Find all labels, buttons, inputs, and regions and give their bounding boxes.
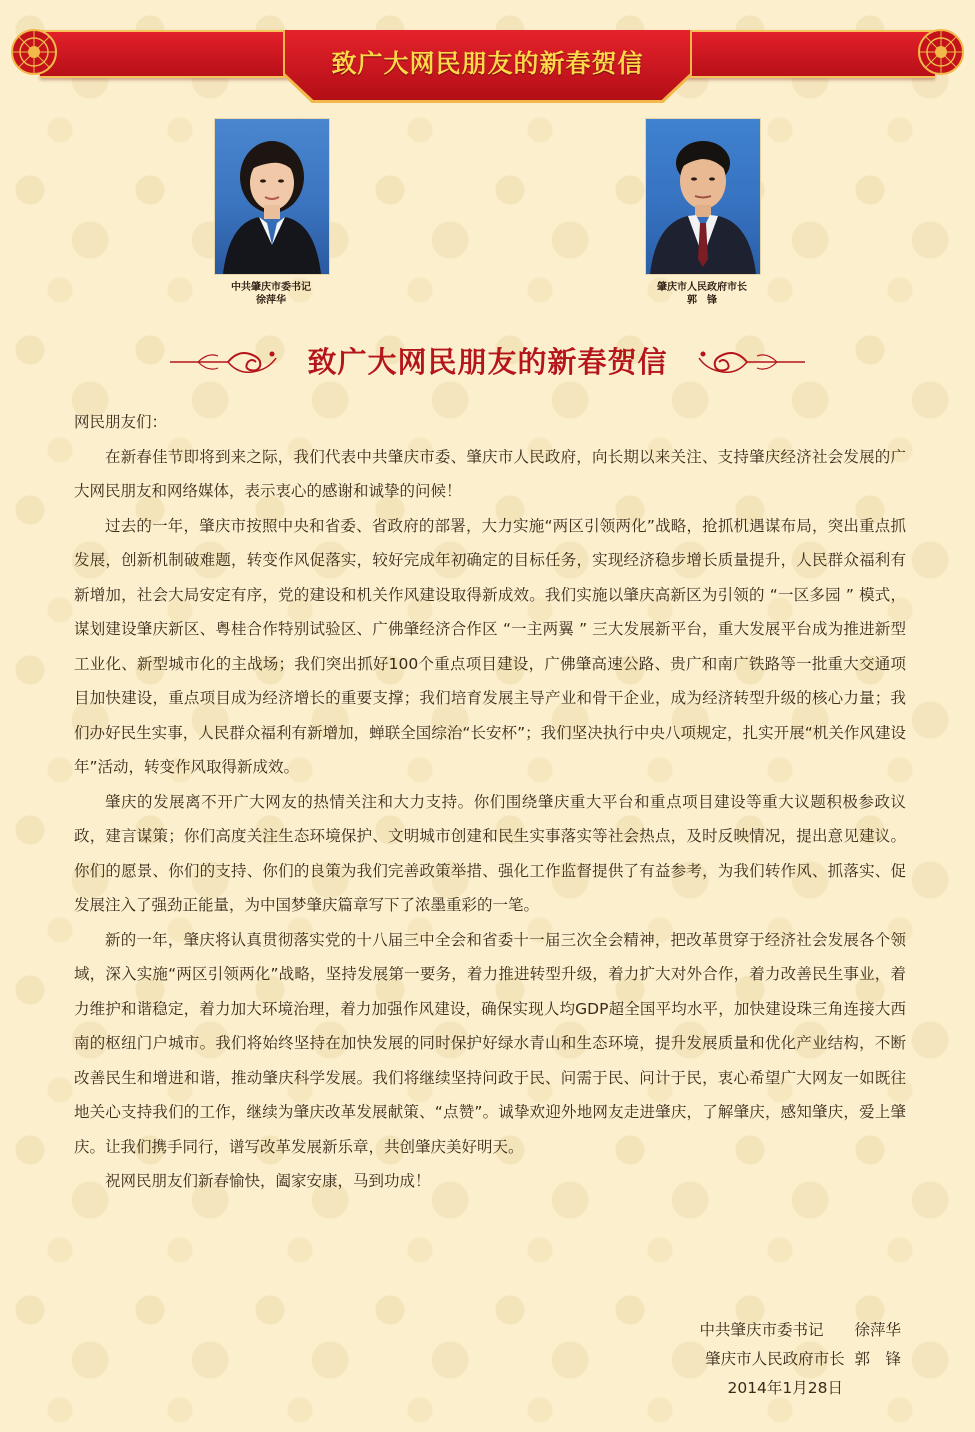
- letter-body: [74, 405, 906, 1199]
- signature-secretary: 中共肇庆市委书记 徐萍华: [699, 1321, 901, 1339]
- letter-paragraph: 肇庆的发展离不开广大网友的热情关注和大力支持。你们围绕肇庆重大平台和重点项目建设等重大议题积极参政议政，建言谋策；你们高度关注生态环境保护、文明城市创建和民生实事落实等社会热点，及时反映情况，提出意见建议。你们的愿景、你们的支持、你们的良策为我们完善政策举措、强化工作监督提供了有益参考，为我们转作风、抓落实、促发展注入了强劲正能量，为中国梦肇庆篇章写下了浓墨重彩的一笔。: [74, 792, 906, 914]
- letter-paragraph: 祝网民朋友们新春愉快，阖家安康，马到功成！: [105, 1172, 431, 1190]
- caption-left: [191, 281, 351, 307]
- banner-title: 致广大网民朋友的新春贺信: [331, 49, 644, 78]
- letter-heading: 致广大网民朋友的新春贺信: [307, 345, 668, 379]
- top-banner: [0, 22, 975, 102]
- portrait-photo-left: [214, 118, 330, 275]
- caption-right-title: 肇庆市人民政府市长: [657, 282, 747, 293]
- flower-ornament-icon: [8, 26, 60, 78]
- caption-left-name: 徐萍华: [256, 295, 286, 306]
- flower-ornament-icon: [915, 26, 967, 78]
- signature-date: 2014年1月28日: [727, 1379, 843, 1397]
- caption-left-title: 中共肇庆市委书记: [231, 282, 311, 293]
- letter-paragraph: 新的一年，肇庆将认真贯彻落实党的十八届三中全会和省委十一届三次全会精神，把改革贯穿于经济社会发展各个领域，深入实施“两区引领两化”战略，坚持发展第一要务，着力推进转型升级，着力扩大对外合作，着力改善民生事业，着力维护和谐稳定，着力加大环境治理，着力加强作风建设，确保实现人均GDP超全国平均水平，加快建设珠三角连接大西南的枢纽门户城市。我们将始终坚持在加快发展的同时保护好绿水青山和生态环境，提升发展质量和优化产业结构，不断改善民生和增进和谐，推动肇庆科学发展。我们将继续坚持问政于民、问需于民、问计于民，衷心希望广大网友一如既往地关心支持我们的工作，继续为肇庆改革发展献策、“点赞”。诚挚欢迎外地网友走进肇庆，了解肇庆，感知肇庆，爱上肇庆。让我们携手同行，谱写改革发展新乐章，共创肇庆美好明天。: [74, 930, 906, 1156]
- scroll-ornament-icon: [695, 344, 807, 378]
- portrait-photo-right: [645, 118, 761, 275]
- salutation: 网民朋友们：: [74, 413, 168, 431]
- caption-right-name: 郭 锋: [687, 295, 717, 306]
- signature-block: [699, 1316, 901, 1403]
- letter-paragraph: 在新春佳节即将到来之际，我们代表中共肇庆市委、肇庆市人民政府，向长期以来关注、支持肇庆经济社会发展的广大网民朋友和网络媒体，表示衷心的感谢和诚挚的问候！: [74, 447, 906, 500]
- letter-paragraph: 过去的一年，肇庆市按照中央和省委、省政府的部署，大力实施“两区引领两化”战略，抢抓机遇谋布局，突出重点抓发展，创新机制破难题，转变作风促落实，较好完成年初确定的目标任务，实现经济稳步增长质量提升，人民群众福利有新增加，社会大局安定有序，党的建设和机关作风建设取得新成效。我们实施以肇庆高新区为引领的 “一区多园 ” 模式，谋划建设肇庆新区、粤桂合作特别试验区、广佛肇经济合作区 “一主两翼 ” 三大发展新平台，重大发展平台成为推进新型工业化、新型城市化的主战场；我们突出抓好100个重点项目建设，广佛肇高速公路、贵广和南广铁路等一批重大交通项目加快建设，重点项目成为经济增长的重要支撑；我们培育发展主导产业和骨干企业，成为经济转型升级的核心力量；我们办好民生实事，人民群众福利有新增加，蝉联全国综治“长安杯”；我们坚决执行中央八项规定，扎实开展“机关作风建设年”活动，转变作风取得新成效。: [74, 516, 906, 776]
- caption-right: [622, 281, 782, 307]
- signature-mayor: 肇庆市人民政府市长 郭 锋: [705, 1350, 901, 1368]
